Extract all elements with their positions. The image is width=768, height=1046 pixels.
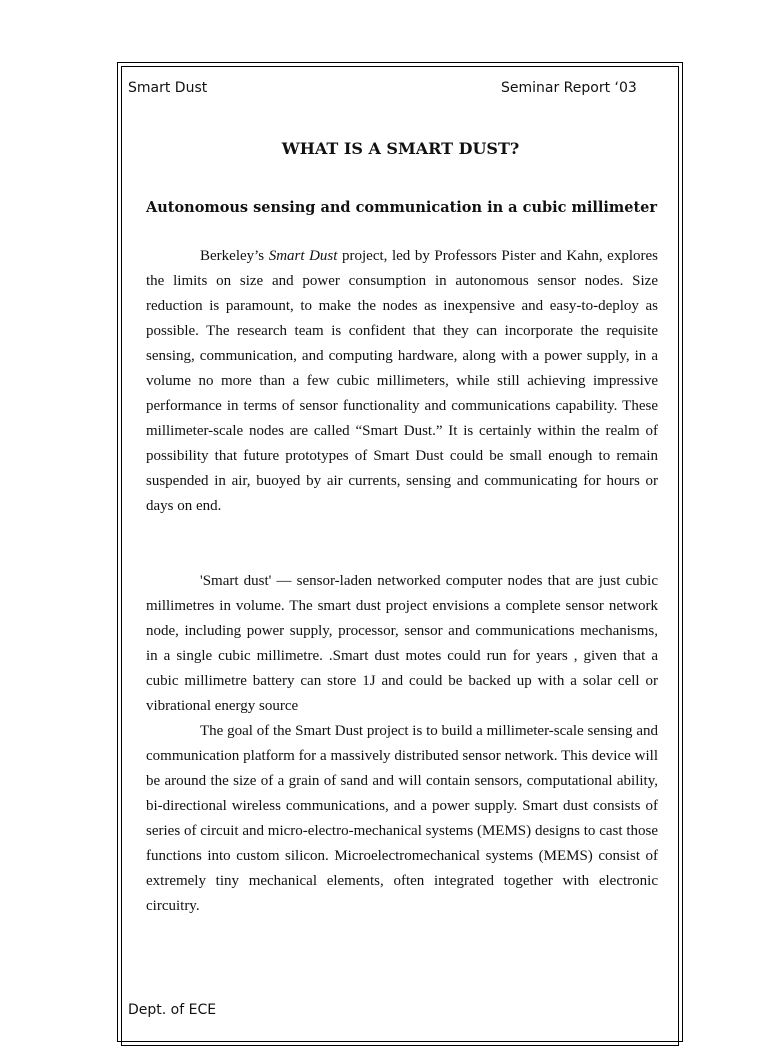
paragraph-3: The goal of the Smart Dust project is to build a millimeter-scale sensing and communication platform for a massively distributed sensor network. This device will be around the size of a grain of sand and will contain sensors, computational ability, bi-directional wireless communications, and a power supply. Smart dust consists of series of circuit and micro-electro-mechanical systems (MEMS) designs to cast those functions into custom silicon. Microelectromechanical systems (MEMS) consist of extremely tiny mechanical elements, often integrated together with electronic circuitry. <box>146 723 658 914</box>
section-title: WHAT IS A SMART DUST? <box>281 139 520 158</box>
footer-dept: Dept. of ECE <box>128 1002 217 1018</box>
paragraph-1-emphasis: Smart Dust <box>268 248 338 264</box>
paragraph-1 <box>146 244 658 519</box>
paragraph-1-pre: Berkeley’s <box>200 248 269 264</box>
header-report: Seminar Report ‘03 <box>501 80 637 96</box>
header-title: Smart Dust <box>128 80 208 96</box>
paragraph-2: 'Smart dust' — sensor-laden networked computer nodes that are just cubic millimetres in volume. The smart dust project envisions a complete sensor network node, including power supply, processor, sensor and communications mechanisms, in a single cubic millimetre. .Smart dust motes could run for years , given that a cubic millimetre battery can store 1J and could be backed up with a solar cell or vibrational energy source <box>146 573 658 714</box>
section-subtitle: Autonomous sensing and communication in a cubic millimeter <box>146 199 658 216</box>
paragraph-1-post: project, led by Professors Pister and Kahn, explores the limits on size and power consumption in autonomous sensor nodes. Size reduction is paramount, to make the nodes as inexpensive and easy-to-deploy as possible. The research team is confident that they can incorporate the requisite sensing, communication, and computing hardware, along with a power supply, in a volume no more than a few cubic millimeters, while still achieving impressive performance in terms of sensor functionality and communications capability. These millimeter-scale nodes are called “Smart Dust.” It is certainly within the realm of possibility that future prototypes of Smart Dust could be small enough to remain suspended in air, buoyed by air currents, sensing and communicating for hours or days on end. <box>146 248 658 514</box>
